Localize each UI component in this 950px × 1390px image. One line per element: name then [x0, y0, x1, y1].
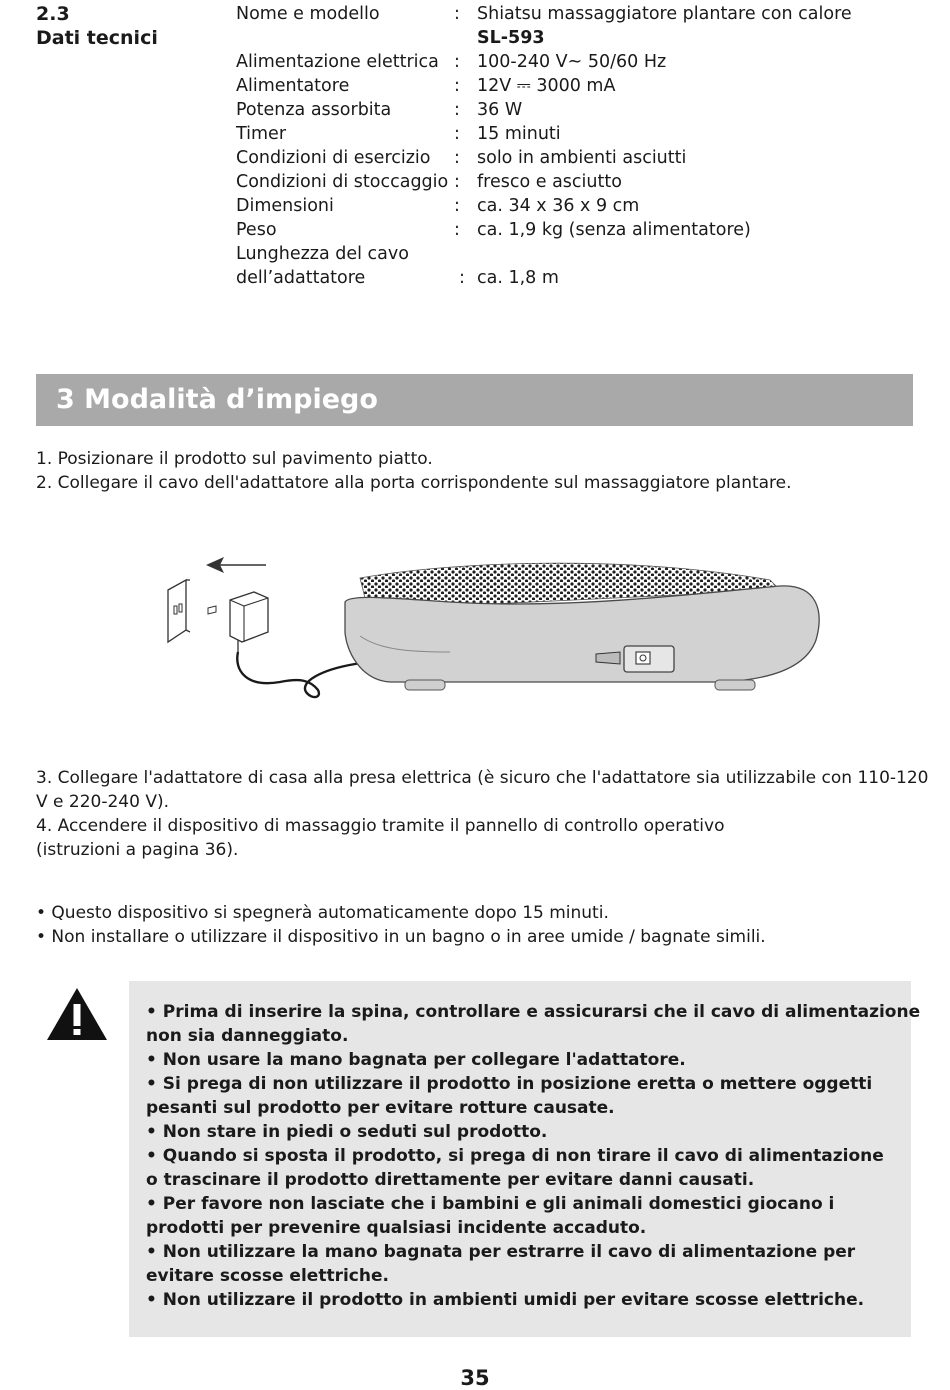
spec-value: Shiatsu massaggiatore plantare con calore	[477, 4, 852, 24]
spec-value: ca. 1,9 kg (senza alimentatore)	[477, 220, 751, 240]
spec-value: 15 minuti	[477, 124, 561, 144]
spec-value: 100-240 V~ 50/60 Hz	[477, 52, 667, 72]
page-number: 35	[460, 1366, 490, 1390]
section-number: 2.3	[36, 3, 70, 25]
spec-label: Lunghezza del cavo	[236, 244, 409, 264]
step-item: 3. Collegare l'adattatore di casa alla presa elettrica (è sicuro che l'adattatore sia utilizzabile con 110-120	[36, 768, 929, 788]
bullet-item: • Questo dispositivo si spegnerà automaticamente dopo 15 minuti.	[36, 903, 609, 923]
warning-triangle-icon	[45, 986, 109, 1042]
foot-massager-icon	[345, 563, 819, 690]
wall-socket-icon	[168, 580, 190, 642]
spec-label: Condizioni di stoccaggio	[236, 172, 449, 192]
warning-line: • Non usare la mano bagnata per collegare l'adattatore.	[146, 1050, 686, 1070]
product-connection-illustration	[150, 540, 840, 715]
bullet-item: • Non installare o utilizzare il dispositivo in un bagno o in aree umide / bagnate simili.	[36, 927, 766, 947]
chapter-banner: 3 Modalità d’impiego	[36, 374, 913, 426]
spec-value: ca. 1,8 m	[477, 268, 559, 288]
spec-value: ca. 34 x 36 x 9 cm	[477, 196, 640, 216]
warning-line: pesanti sul prodotto per evitare rotture causate.	[146, 1098, 615, 1118]
spec-colon: :	[454, 76, 460, 96]
spec-colon: :	[454, 124, 460, 144]
arrow-left-icon	[206, 557, 266, 573]
spec-value-model: SL-593	[477, 28, 545, 48]
spec-label: Alimentatore	[236, 76, 350, 96]
spec-colon: :	[454, 148, 460, 168]
warning-line: evitare scosse elettriche.	[146, 1266, 389, 1286]
section-title: Dati tecnici	[36, 27, 158, 49]
spec-label: Peso	[236, 220, 277, 240]
spec-colon: :	[454, 172, 460, 192]
spec-label: Alimentazione elettrica	[236, 52, 439, 72]
warning-line: • Non utilizzare il prodotto in ambienti umidi per evitare scosse elettriche.	[146, 1290, 865, 1310]
step-item-continued: (istruzioni a pagina 36).	[36, 840, 239, 860]
spec-label: Nome e modello	[236, 4, 380, 24]
warning-line: • Quando si sposta il prodotto, si prega di non tirare il cavo di alimentazione	[146, 1146, 884, 1166]
warning-line: • Per favore non lasciate che i bambini e gli animali domestici giocano i	[146, 1194, 835, 1214]
warning-line: non sia danneggiato.	[146, 1026, 349, 1046]
spec-label: Dimensioni	[236, 196, 334, 216]
spec-colon: :	[454, 196, 460, 216]
power-adapter-icon	[208, 592, 268, 652]
spec-colon: :	[454, 100, 460, 120]
spec-label: dell’adattatore	[236, 268, 366, 288]
warning-line: • Non utilizzare la mano bagnata per estrarre il cavo di alimentazione per	[146, 1242, 856, 1262]
spec-value: 12V ⎓ 3000 mA	[477, 76, 616, 96]
spec-value: solo in ambienti asciutti	[477, 148, 687, 168]
spec-label: Timer	[236, 124, 287, 144]
warning-line: • Non stare in piedi o seduti sul prodotto.	[146, 1122, 548, 1142]
step-item: 1. Posizionare il prodotto sul pavimento piatto.	[36, 449, 433, 469]
warning-line: • Prima di inserire la spina, controllare e assicurarsi che il cavo di alimentazione	[146, 1002, 921, 1022]
spec-label: Potenza assorbita	[236, 100, 392, 120]
warning-line: prodotti per prevenire qualsiasi incidente accaduto.	[146, 1218, 647, 1238]
spec-value: 36 W	[477, 100, 523, 120]
spec-label: Condizioni di esercizio	[236, 148, 431, 168]
warning-line: o trascinare il prodotto direttamente per evitare danni causati.	[146, 1170, 755, 1190]
step-item: 2. Collegare il cavo dell'adattatore alla porta corrispondente sul massaggiatore plantare.	[36, 473, 792, 493]
step-item-continued: V e 220-240 V).	[36, 792, 169, 812]
spec-colon: :	[454, 52, 460, 72]
spec-value: fresco e asciutto	[477, 172, 622, 192]
warning-line: • Si prega di non utilizzare il prodotto in posizione eretta o mettere oggetti	[146, 1074, 873, 1094]
spec-colon: :	[454, 220, 460, 240]
step-item: 4. Accendere il dispositivo di massaggio tramite il pannello di controllo operativo	[36, 816, 725, 836]
spec-colon: :	[454, 4, 460, 24]
spec-colon: :	[459, 268, 465, 288]
